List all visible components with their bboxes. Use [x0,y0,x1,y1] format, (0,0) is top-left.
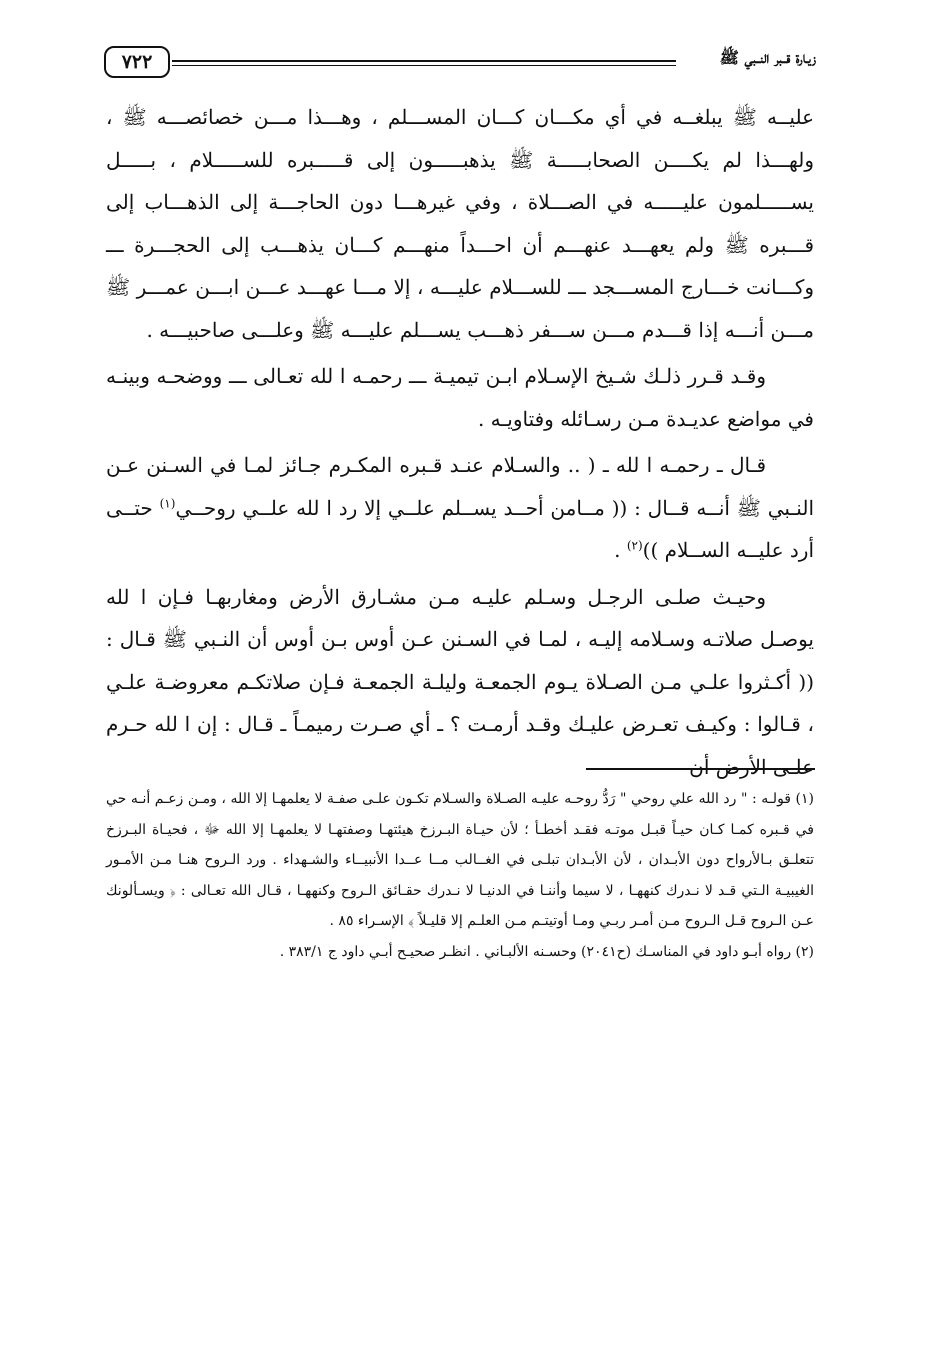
footnotes [106,784,814,967]
paragraph-3 [106,444,814,572]
paragraph-4: وحيـث صلـى الرجـل وسـلم عليـه مـن مشـارق الأرض ومغاربهـا فـإن ا لله يوصـل صلاتـه وسـلامه إليـه ، لمـا في السـنن عـن أوس بـن أوس أن النـبي ﷺ قـال : (( أكـثروا علـي مـن الصـلاة يـوم الجمعـة وليلـة الجمعـة فـإن صلاتكـم معروضـة علـي ، قـالوا : وكيـف تعـرض عليـك وقـد أرمـت ؟ ـ أي صـرت رميمـاً ـ قـال : إن ا لله حـرم علـى الأرض أن [106,584,814,779]
footnote-2: (٢) رواه أبـو داود في المناسـك (ح٢٠٤١) وحسـنه الألبـاني . انظـر صحيـح أبـي داود ج ٣٨٣/١ . [279,943,814,960]
paragraph-3-end: . [614,538,627,562]
paragraph-1: عليــه ﷺ يبلغــه في أي مكـــان كـــان المســـلم ، وهـــذا مـــن خصائصـــه ﷺ ، ولهـــذا لم يكــــن الصحابـــــة ﷺ يذهبـــــون إلى قـــــبره للســـــلام ، بـــــل يســـــلمون عليـــــه في الصـــلاة ، وفي غيرهـــا دون الحاجـــة إلى الذهـــاب إلى قـــبره ﷺ ولم يعهـــد عنهـــم أن احـــداً منهـــم كـــان يذهـــب إلى الحجـــرة ـــ وكـــانت خـــارج المســـجد ـــ للســـلام عليـــه ، إلا مـــا عهـــد عـــن ابـــن عمـــر ﷺ مـــن أنـــه إذا قـــدم مـــن ســـفر ذهـــب يســـلم عليـــه ﷺ وعلـــى صاحبيـــه . [106,105,814,342]
paragraph-3-text-cont: حتــى أرد عليــه الســلام )) [106,495,814,562]
paragraph-3-text: قـال ـ رحمـه ا لله ـ ( .. والسـلام عنـد قـبره المكـرم جـائز لمـا في السـنن عـن النـبي ﷺ أنــه قــال : (( مــامن أحــد يســلم علــي إلا رد ا لله علــي روحــي [106,453,814,520]
page-number: ٧٢٢ [104,46,170,78]
footnote-ref-2: (٢) [626,538,643,553]
running-header [104,44,816,84]
footnote-separator [586,768,815,770]
main-text [106,96,814,788]
running-title: زيـارة قــبر النــبي ﷺ [719,48,816,67]
header-rule [172,60,676,66]
footnote-1: (١) قولـه : " رد الله علي روحي " رَدُّ روحـه عليـه الصـلاة والسـلام تكـون علـى صفـة لا يعلمهـا إلا الله ، ومـن زعـم أنـه حي في قـبره كمـا كـان حيـاً قبـل موتـه فقـد أخطـأ ؛ لأن حيـاة البـرزخ هيئتهـا وصفتهـا لا يعلمهـا إلا الله ﷻ ، فحيـاة البـرزخ تتعلـق بـالأرواح دون الأبـدان ، لأن الأبـدان تبلـى في الغــالب مــا عــدا الأنبيــاء والشـهداء . ورد الـروح هنـا مـن الأمـور الغيبيـة الـتي قـد لا نـدرك كنههـا ، لا سيما وأننـا في الدنيـا لا نـدرك حقـائق الـروح وكنههـا ، قـال الله تعـالى : ﴿ ويسـألونك عـن الـروح قـل الـروح مـن أمـر ربـي ومـا أوتيتـم مـن العلـم إلا قليـلاً ﴾ الإسـراء ٨٥ . [106,791,814,929]
footnote-ref-1: (١) [159,495,176,510]
paragraph-2: وقـد قـرر ذلـك شـيخ الإسـلام ابـن تيميـة ـــ رحمـه ا لله تعـالى ـــ ووضحـه وبينـه في مواضع عديـدة مـن رسـائله وفتاويـه . [106,364,814,431]
